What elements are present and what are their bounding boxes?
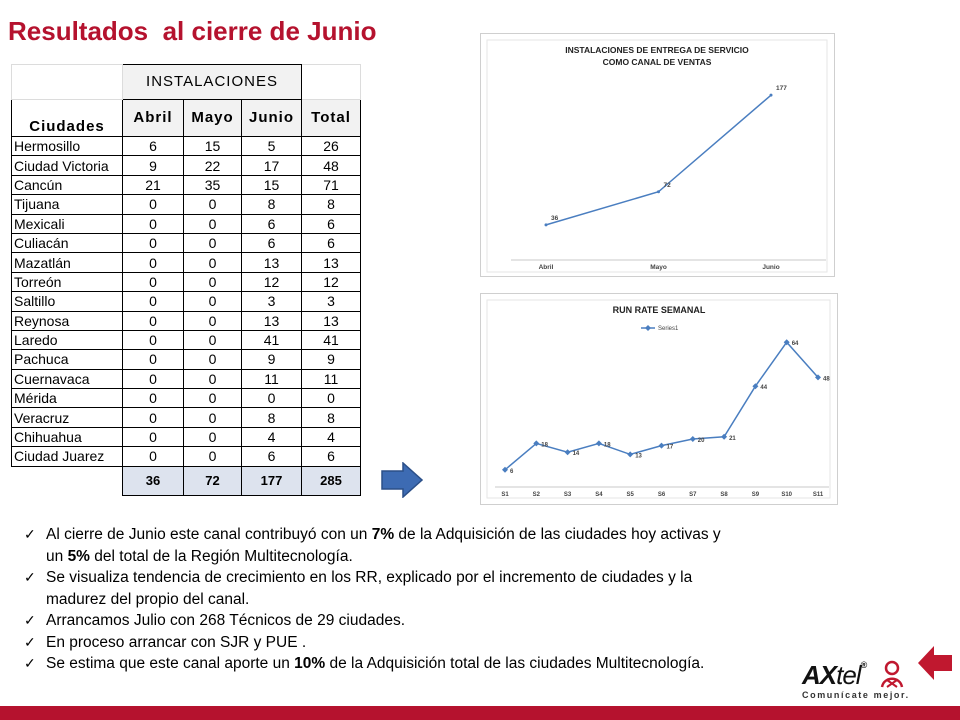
total-cell: 26	[302, 137, 361, 156]
data-label: 18	[603, 442, 611, 449]
city-cell: Veracruz	[12, 408, 123, 427]
junio-cell: 8	[242, 408, 302, 427]
data-point	[690, 436, 696, 442]
chart-title: INSTALACIONES DE ENTREGA DE SERVICIO	[565, 45, 749, 55]
x-tick-label: Junio	[762, 264, 780, 271]
junio-cell: 6	[242, 447, 302, 466]
table-row	[12, 350, 361, 369]
x-tick-label: S8	[720, 492, 728, 498]
table-row	[12, 137, 361, 156]
mayo-cell: 0	[184, 214, 242, 233]
city-cell: Mérida	[12, 389, 123, 408]
x-tick-label: S10	[781, 492, 793, 498]
data-label: 36	[551, 214, 559, 222]
total-cell: 6	[302, 233, 361, 252]
data-label: 17	[666, 444, 674, 451]
legend-label: Series1	[658, 326, 679, 332]
table-row	[12, 369, 361, 388]
mayo-cell: 0	[184, 272, 242, 291]
junio-cell: 9	[242, 350, 302, 369]
total-cell: 6	[302, 447, 361, 466]
mayo-cell: 0	[184, 292, 242, 311]
city-cell: Saltillo	[12, 292, 123, 311]
mayo-cell: 0	[184, 408, 242, 427]
column-header-junio: Junio	[242, 100, 302, 137]
junio-cell: 41	[242, 330, 302, 349]
city-cell: Laredo	[12, 330, 123, 349]
chart-canvas	[481, 294, 837, 504]
total-cell: 71	[302, 175, 361, 194]
city-cell: Ciudad Juarez	[12, 447, 123, 466]
mayo-cell: 22	[184, 156, 242, 175]
table-row	[12, 214, 361, 233]
mayo-cell: 0	[184, 447, 242, 466]
total-cell: 41	[302, 330, 361, 349]
total-cell: 8	[302, 195, 361, 214]
x-tick-label: S3	[563, 492, 572, 498]
abril-cell: 0	[123, 369, 184, 388]
installations-line-chart	[480, 33, 835, 277]
x-tick-label: S11	[812, 492, 824, 498]
abril-cell: 0	[123, 272, 184, 291]
table-row	[12, 330, 361, 349]
x-tick-label: S2	[532, 492, 540, 498]
abril-cell: 0	[123, 447, 184, 466]
city-cell: Tijuana	[12, 195, 123, 214]
mayo-cell: 35	[184, 175, 242, 194]
junio-cell: 6	[242, 214, 302, 233]
table-row	[12, 389, 361, 408]
group-header: INSTALACIONES	[123, 65, 302, 100]
logo-symbol-icon	[877, 660, 907, 690]
total-cell: 0	[302, 389, 361, 408]
data-label: 21	[729, 435, 736, 442]
abril-cell: 0	[123, 233, 184, 252]
bullet-item: ✓ Arrancamos Julio con 268 Técnicos de 29 ciudades.	[24, 610, 864, 632]
chart-title: RUN RATE SEMANAL	[612, 305, 706, 315]
total-abril: 36	[123, 466, 184, 495]
data-label: 14	[572, 451, 580, 458]
abril-cell: 0	[123, 350, 184, 369]
x-tick-label: Abril	[538, 264, 554, 271]
checkmark-icon: ✓	[24, 526, 36, 542]
mayo-cell: 0	[184, 253, 242, 272]
series-line	[546, 95, 771, 225]
column-header-total: Total	[302, 100, 361, 137]
chart-canvas	[481, 34, 834, 276]
total-cell: 6	[302, 214, 361, 233]
x-tick-label: S4	[595, 492, 603, 498]
plot-frame	[487, 40, 827, 272]
data-point	[770, 94, 773, 97]
mayo-cell: 0	[184, 427, 242, 446]
junio-cell: 3	[242, 292, 302, 311]
abril-cell: 0	[123, 389, 184, 408]
mayo-cell: 0	[184, 330, 242, 349]
table-row	[12, 408, 361, 427]
city-cell: Culiacán	[12, 233, 123, 252]
abril-cell: 0	[123, 427, 184, 446]
data-label: 72	[663, 181, 671, 189]
city-cell: Mexicali	[12, 214, 123, 233]
bullet-item: ✓ Se visualiza tendencia de crecimiento en los RR, explicado por el incremento de ciudades y la madurez del propio del canal.	[24, 569, 693, 608]
abril-cell: 0	[123, 330, 184, 349]
bullet-item: ✓ Se estima que este canal aporte un 10% de la Adquisición total de las ciudades Multitecnología.	[24, 653, 864, 675]
checkmark-icon: ✓	[24, 569, 36, 585]
mayo-cell: 0	[184, 350, 242, 369]
bullet-item: ✓ En proceso arrancar con SJR y PUE .	[24, 632, 864, 654]
city-cell: Cuernavaca	[12, 369, 123, 388]
abril-cell: 6	[123, 137, 184, 156]
total-cell: 11	[302, 369, 361, 388]
run-rate-line-chart	[480, 293, 838, 505]
checkmark-icon: ✓	[24, 655, 36, 671]
abril-cell: 0	[123, 292, 184, 311]
x-tick-label: S9	[751, 492, 760, 498]
column-header-mayo: Mayo	[184, 100, 242, 137]
table-row	[12, 447, 361, 466]
data-point	[627, 451, 633, 457]
data-point	[545, 223, 548, 226]
city-cell: Pachuca	[12, 350, 123, 369]
junio-cell: 17	[242, 156, 302, 175]
abril-cell: 9	[123, 156, 184, 175]
data-label: 20	[697, 438, 705, 444]
data-point	[565, 449, 571, 455]
mayo-cell: 0	[184, 389, 242, 408]
city-column-header: Ciudades	[12, 100, 123, 137]
abril-cell: 0	[123, 253, 184, 272]
table-row	[12, 195, 361, 214]
city-cell: Ciudad Victoria	[12, 156, 123, 175]
chart-title: COMO CANAL DE VENTAS	[602, 57, 712, 67]
page-title: Resultados al cierre de Junio	[8, 16, 377, 46]
table-row	[12, 292, 361, 311]
table-row	[12, 311, 361, 330]
abril-cell: 0	[123, 195, 184, 214]
junio-cell: 11	[242, 369, 302, 388]
x-tick-label: S1	[501, 492, 509, 498]
checkmark-icon: ✓	[24, 633, 36, 650]
mayo-cell: 0	[184, 311, 242, 330]
abril-cell: 0	[123, 408, 184, 427]
footer-bar	[0, 706, 960, 720]
data-label: 64	[791, 341, 799, 348]
installations-table	[11, 64, 361, 496]
junio-cell: 4	[242, 427, 302, 446]
arrow-left-icon[interactable]	[917, 645, 953, 681]
abril-cell: 0	[123, 214, 184, 233]
table-row	[12, 175, 361, 194]
data-point	[657, 190, 660, 193]
abril-cell: 21	[123, 175, 184, 194]
x-tick-label: S7	[689, 492, 697, 498]
data-point	[659, 443, 665, 449]
data-label: 177	[776, 85, 787, 93]
legend-marker	[645, 325, 651, 331]
junio-cell: 0	[242, 389, 302, 408]
total-mayo: 72	[184, 466, 242, 495]
abril-cell: 0	[123, 311, 184, 330]
data-label: 44	[760, 385, 768, 392]
junio-cell: 13	[242, 253, 302, 272]
city-cell: Mazatlán	[12, 253, 123, 272]
mayo-cell: 0	[184, 369, 242, 388]
city-cell: Hermosillo	[12, 137, 123, 156]
city-cell: Cancún	[12, 175, 123, 194]
table-row	[12, 427, 361, 446]
junio-cell: 5	[242, 137, 302, 156]
logo-tagline: Comunícate mejor.	[802, 690, 910, 700]
total-cell: 12	[302, 272, 361, 291]
total-cell: 13	[302, 253, 361, 272]
data-label: 48	[823, 376, 830, 383]
data-label: 6	[510, 468, 514, 475]
total-cell: 48	[302, 156, 361, 175]
column-header-abril: Abril	[123, 100, 184, 137]
total-cell: 4	[302, 427, 361, 446]
table-row	[12, 272, 361, 291]
bullet-list	[24, 524, 864, 675]
city-cell: Chihuahua	[12, 427, 123, 446]
data-label: 13	[635, 453, 642, 460]
junio-cell: 15	[242, 175, 302, 194]
x-tick-label: S5	[626, 492, 634, 498]
junio-cell: 8	[242, 195, 302, 214]
data-point	[596, 440, 602, 446]
x-tick-label: S6	[657, 492, 666, 498]
checkmark-icon: ✓	[24, 612, 36, 628]
city-cell: Reynosa	[12, 311, 123, 330]
x-tick-label: Mayo	[650, 264, 667, 271]
total-cell: 9	[302, 350, 361, 369]
junio-cell: 6	[242, 233, 302, 252]
table-row	[12, 233, 361, 252]
series-line	[505, 342, 818, 470]
mayo-cell: 0	[184, 233, 242, 252]
logo-wordmark: AXtel®	[802, 660, 867, 690]
total-junio: 177	[242, 466, 302, 495]
data-label: 18	[541, 442, 548, 449]
mayo-cell: 0	[184, 195, 242, 214]
city-cell: Torreón	[12, 272, 123, 291]
mayo-cell: 15	[184, 137, 242, 156]
total-total: 285	[302, 466, 361, 495]
arrow-right-icon[interactable]	[381, 462, 423, 498]
table-row	[12, 253, 361, 272]
total-cell: 3	[302, 292, 361, 311]
bullet-item: ✓ Al cierre de Junio este canal contribuyó con un 7% de la Adquisición de las ciudades hoy activas y un 5% del total de la Región Multitecnología.	[24, 526, 721, 565]
total-cell: 13	[302, 311, 361, 330]
junio-cell: 13	[242, 311, 302, 330]
axtel-logo	[802, 658, 914, 704]
total-cell: 8	[302, 408, 361, 427]
junio-cell: 12	[242, 272, 302, 291]
table-row	[12, 156, 361, 175]
